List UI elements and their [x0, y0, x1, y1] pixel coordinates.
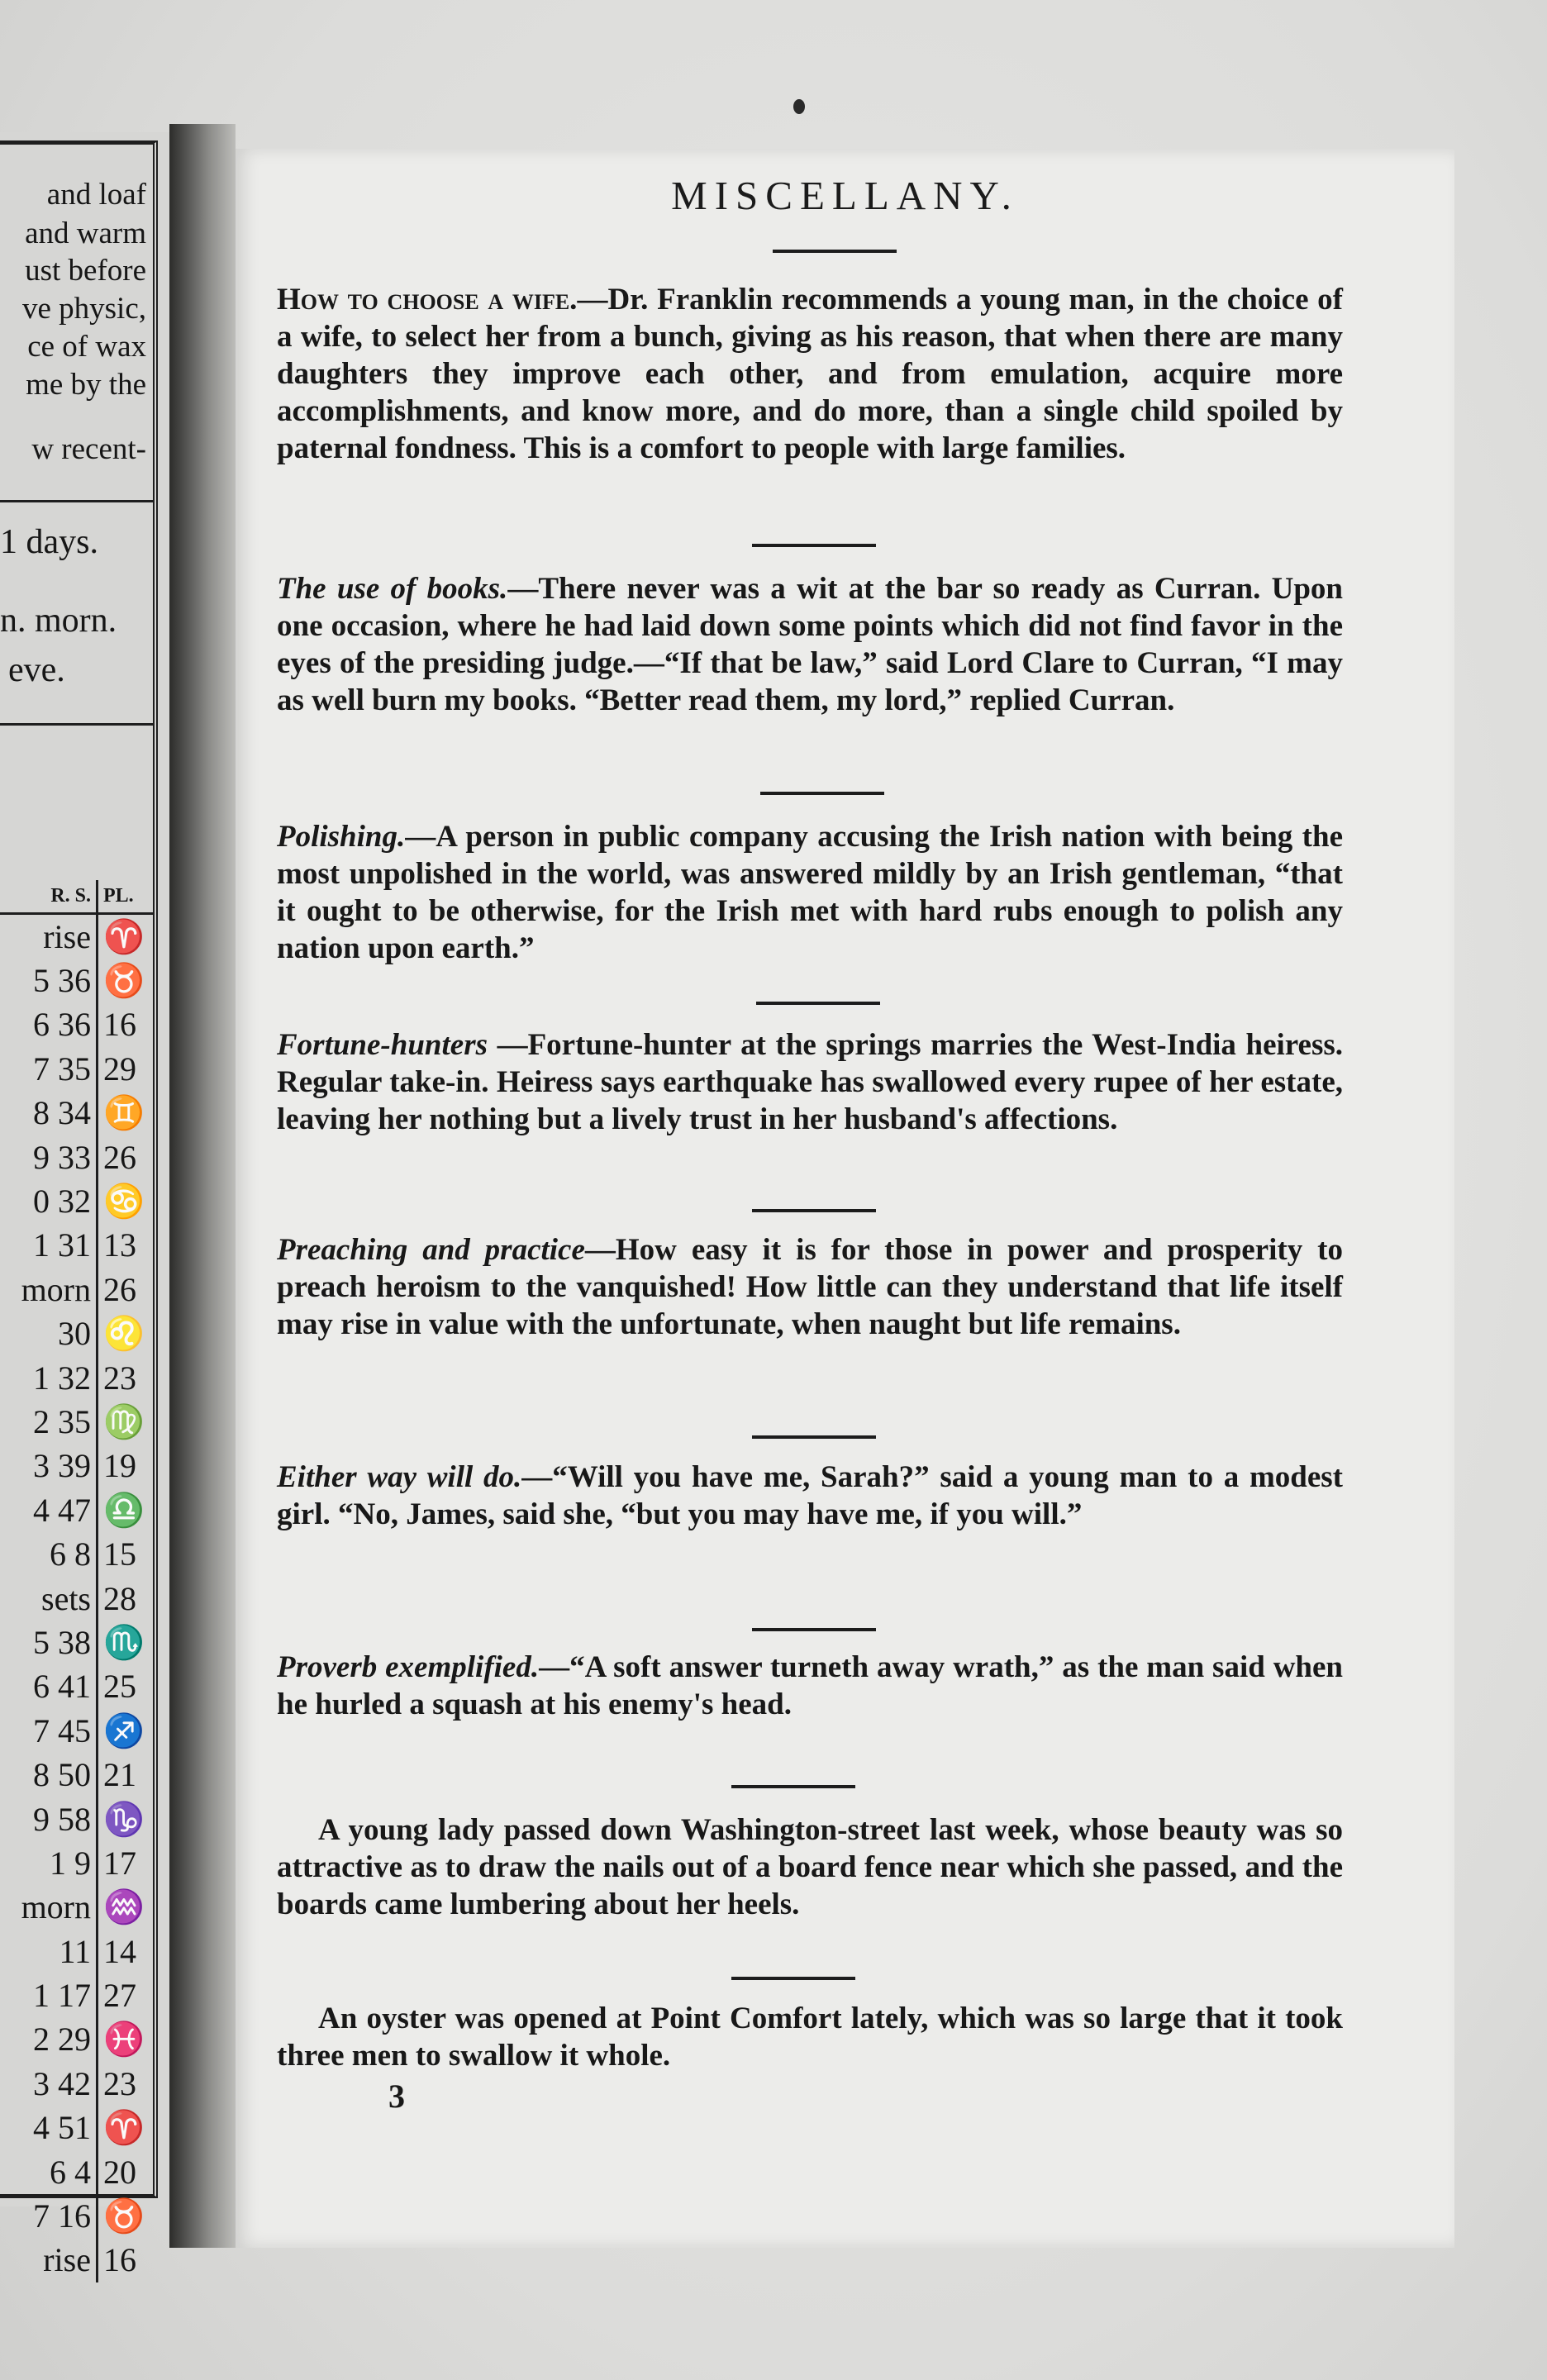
paragraph-body: —“A soft answer turneth away wrath,” as the man said when he hurled a squash at his enemy's head.: [277, 1650, 1343, 1721]
planet-place-cell: ♓: [98, 2018, 154, 2062]
planet-place-cell: 27: [98, 1973, 154, 2017]
left-divider: [0, 500, 153, 502]
almanac-row: [0, 1532, 153, 1576]
planet-place-cell: 15: [98, 1532, 154, 1576]
paragraph: [277, 281, 1343, 467]
left-text-line: ve physic,: [21, 292, 146, 326]
column-header-pl: PL.: [98, 880, 154, 914]
rise-set-cell: 7 35: [33, 1050, 91, 1088]
almanac-row: [0, 1312, 153, 1356]
planet-place-cell: 26: [98, 1135, 154, 1179]
almanac-row: [0, 2062, 153, 2106]
left-page-fragment: [0, 132, 169, 2279]
miscellany-page: [236, 149, 1454, 2248]
rise-set-cell: 7 45: [33, 1711, 91, 1749]
planet-place-cell: ♊: [98, 1092, 154, 1135]
rise-set-cell: 6 36: [33, 1006, 91, 1044]
planet-place-cell: ♈: [98, 2106, 154, 2150]
rise-set-cell: 9 33: [33, 1138, 91, 1176]
paragraph: [277, 1026, 1343, 1138]
left-text-line: and loaf: [46, 178, 146, 212]
left-morn-line: n. morn.: [0, 602, 117, 640]
rise-set-cell: 6 41: [33, 1668, 91, 1706]
almanac-row: [0, 1135, 153, 1179]
almanac-row: [0, 1930, 153, 1973]
rise-set-cell: 1 9: [50, 1844, 91, 1882]
almanac-row: [0, 1753, 153, 1797]
almanac-row: [0, 1973, 153, 2017]
paragraph-heading: Proverb exemplified.: [277, 1650, 540, 1684]
left-text-line: w recent-: [31, 432, 146, 466]
almanac-row: [0, 2106, 153, 2150]
section-rule: [756, 1002, 880, 1005]
rise-set-cell: 4 51: [33, 2109, 91, 2147]
left-page-frame: [0, 140, 158, 2279]
almanac-row: [0, 1841, 153, 1885]
paragraph-body: —Fortune-hunter at the springs marries the West-India heiress. Regular take-in. Heiress says earthquake has swallowed every rupee of her estate, leaving her nothing but a lively trust in her husband's affections.: [277, 1028, 1343, 1136]
planet-place-cell: ♉: [98, 2194, 154, 2238]
paragraph: [277, 1459, 1343, 1533]
planet-place-cell: 16: [98, 1003, 154, 1047]
paragraph-body: —How easy it is for those in power and prosperity to preach heroism to the vanquished! How little can they understand that life itself may rise in value with the unfortunate, when naught but life remains.: [277, 1233, 1343, 1341]
almanac-row: [0, 1445, 153, 1488]
almanac-row: [0, 959, 153, 1002]
rise-set-cell: 2 29: [33, 2021, 91, 2059]
rise-set-cell: morn: [21, 1270, 91, 1308]
paragraph-heading: The use of books.: [277, 572, 508, 606]
planet-place-cell: 20: [98, 2150, 154, 2194]
section-rule: [773, 250, 897, 253]
rise-set-cell: sets: [41, 1579, 91, 1617]
rise-set-cell: rise: [43, 2241, 91, 2279]
paragraph-body: An oyster was opened at Point Comfort lately, which was so large that it took three men to swallow it whole.: [277, 2002, 1343, 2073]
almanac-row: [0, 1400, 153, 1444]
rise-set-cell: 6 4: [50, 2153, 91, 2191]
planet-place-cell: 23: [98, 1356, 154, 1400]
paragraph: [277, 1811, 1343, 1923]
almanac-row: [0, 914, 153, 959]
planet-place-cell: 17: [98, 1841, 154, 1885]
rise-set-cell: 3 42: [33, 2064, 91, 2102]
section-rule: [731, 1977, 855, 1980]
planet-place-cell: 28: [98, 1577, 154, 1621]
paragraph: [277, 1231, 1343, 1343]
rise-set-cell: 1 17: [33, 1977, 91, 2015]
planet-place-cell: ♈: [98, 914, 154, 959]
almanac-row: [0, 1179, 153, 1223]
almanac-row: [0, 1224, 153, 1268]
almanac-row: [0, 2194, 153, 2238]
rise-set-cell: 1 32: [33, 1359, 91, 1397]
almanac-row: [0, 1092, 153, 1135]
ink-blot: [793, 99, 805, 114]
book-gutter: [169, 124, 236, 2248]
almanac-row: [0, 1003, 153, 1047]
almanac-row: [0, 1886, 153, 1930]
planet-place-cell: 14: [98, 1930, 154, 1973]
section-rule: [752, 1209, 876, 1212]
section-rule: [731, 1785, 855, 1788]
left-text-line: and warm: [25, 217, 146, 250]
paragraph-heading: Either way will do.: [277, 1460, 522, 1494]
paragraph: [277, 818, 1343, 967]
left-days-line: 1 days.: [0, 523, 98, 561]
rise-set-cell: 4 47: [33, 1491, 91, 1529]
almanac-row: [0, 1709, 153, 1753]
almanac-table: [0, 880, 153, 2282]
column-header-rs: R. S.: [0, 880, 98, 914]
almanac-row: [0, 1621, 153, 1664]
paragraph-body: —Dr. Franklin recommends a young man, in the choice of a wife, to select her from a bunch, giving as his reason, that when there are many daughters they improve each other, and from emulation, acquire more accomplishments, and know more, and do more, than a single child spoiled by paternal fondness. This is a comfort to people with large families.: [277, 283, 1343, 465]
paragraph-body: —There never was a wit at the bar so ready as Curran. Upon one occasion, where he had laid down some points which did not find favor in the eyes of the presiding judge.—“If that be law,” said Lord Clare to Curran, “I may as well burn my books. “Better read them, my lord,” replied Curran.: [277, 572, 1343, 717]
rise-set-cell: 7 16: [33, 2197, 91, 2235]
rise-set-cell: morn: [21, 1888, 91, 1926]
rise-set-cell: 9 58: [33, 1800, 91, 1838]
almanac-row: [0, 2150, 153, 2194]
left-divider: [0, 723, 153, 726]
paragraph: [277, 570, 1343, 719]
paragraph-heading: Polishing.: [277, 820, 406, 854]
paragraph: [277, 1649, 1343, 1723]
rise-set-cell: 11: [59, 1932, 91, 1970]
paragraph-heading: How to choose a wife.: [277, 283, 578, 317]
almanac-row: [0, 1665, 153, 1709]
section-rule: [752, 1435, 876, 1439]
planet-place-cell: ♉: [98, 959, 154, 1002]
paragraph-heading: Fortune-hunters: [277, 1028, 488, 1062]
rise-set-cell: 0 32: [33, 1183, 91, 1221]
planet-place-cell: ♐: [98, 1709, 154, 1753]
left-text-line: ust before: [25, 254, 146, 288]
section-rule: [760, 792, 884, 795]
planet-place-cell: 16: [98, 2239, 154, 2282]
almanac-row: [0, 1268, 153, 1311]
planet-place-cell: 21: [98, 1753, 154, 1797]
page-number: 3: [388, 2078, 405, 2115]
rise-set-cell: 30: [58, 1315, 91, 1353]
section-rule: [752, 544, 876, 547]
paragraph-body: —A person in public company accusing the Irish nation with being the most unpolished in the world, was answered mildly by an Irish gentleman, “that it ought to be otherwise, for the Irish met with hard rubs enough to polish any nation upon earth.”: [277, 820, 1343, 965]
almanac-rows: [0, 914, 153, 2283]
almanac-row: [0, 1047, 153, 1091]
planet-place-cell: 23: [98, 2062, 154, 2106]
planet-place-cell: 29: [98, 1047, 154, 1091]
planet-place-cell: ♎: [98, 1488, 154, 1532]
planet-place-cell: 13: [98, 1224, 154, 1268]
rise-set-cell: 1 31: [33, 1226, 91, 1264]
paragraph-body: A young lady passed down Washington-street last week, whose beauty was so attractive as to draw the nails out of a board fence near which she passed, and the boards came lumbering about her heels.: [277, 1813, 1343, 1921]
almanac-row: [0, 1577, 153, 1621]
paragraph: [277, 2000, 1343, 2074]
almanac-row: [0, 1488, 153, 1532]
planet-place-cell: 19: [98, 1445, 154, 1488]
rise-set-cell: 5 38: [33, 1623, 91, 1661]
almanac-row: [0, 1797, 153, 1841]
rise-set-cell: 2 35: [33, 1402, 91, 1440]
planet-place-cell: ♑: [98, 1797, 154, 1841]
planet-place-cell: 26: [98, 1268, 154, 1311]
left-eve-line: eve.: [8, 651, 65, 689]
rise-set-cell: 8 50: [33, 1756, 91, 1794]
section-rule: [752, 1628, 876, 1631]
paragraph-heading: Preaching and practice: [277, 1233, 585, 1267]
almanac-row: [0, 1356, 153, 1400]
rise-set-cell: 8 34: [33, 1094, 91, 1132]
rise-set-cell: rise: [43, 917, 91, 955]
almanac-row: [0, 2018, 153, 2062]
page-title: MISCELLANY.: [671, 173, 1019, 218]
rise-set-cell: 5 36: [33, 962, 91, 1000]
planet-place-cell: ♏: [98, 1621, 154, 1664]
planet-place-cell: ♒: [98, 1886, 154, 1930]
left-text-line: ce of wax: [27, 330, 146, 364]
planet-place-cell: ♍: [98, 1400, 154, 1444]
almanac-row: [0, 2239, 153, 2282]
rise-set-cell: 6 8: [50, 1535, 91, 1573]
planet-place-cell: ♋: [98, 1179, 154, 1223]
paragraph-body: —“Will you have me, Sarah?” said a young man to a modest girl. “No, James, said she, “but you may have me, if you will.”: [277, 1460, 1343, 1531]
planet-place-cell: ♌: [98, 1312, 154, 1356]
left-text-line: me by the: [26, 368, 146, 402]
rise-set-cell: 3 39: [33, 1447, 91, 1485]
planet-place-cell: 25: [98, 1665, 154, 1709]
